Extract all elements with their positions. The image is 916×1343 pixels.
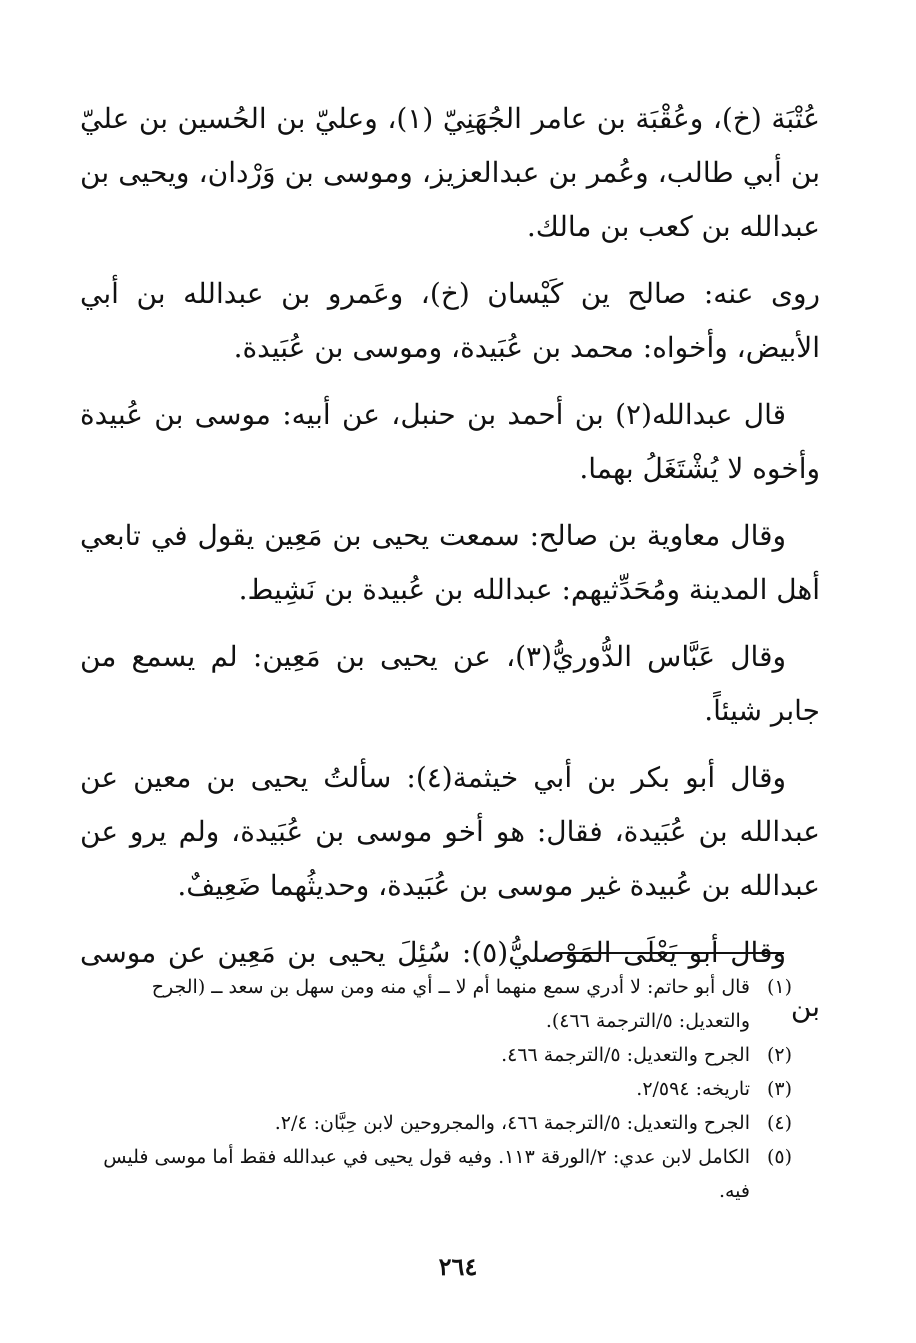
paragraph-2: روى عنه: صالح ين كَيْسان (خ)، وعَمرو بن عبدالله بن أبي الأبيض، وأخواه: محمد بن عُبَيدة، وموسى بن عُبَيدة. [80,277,820,364]
footnote-number: (٥) [766,1146,792,1168]
footnote-text: تاريخه: ٢/٥٩٤. [636,1078,750,1100]
footnote-text: الجرح والتعديل: ٥/الترجمة ٤٦٦. [501,1044,750,1066]
paragraph-4: وقال معاوية بن صالح: سمعت يحيى بن مَعِين يقول في تابعي أهل المدينة ومُحَدِّثيهم: عبدالله بن عُبيدة بن نَشِيط. [80,519,820,606]
footnote-5 [80,1140,792,1208]
paragraph-5: وقال عَبَّاس الدُّوريُّ(٣)، عن يحيى بن مَعِين: لم يسمع من جابر شيئاً. [80,640,820,727]
footnote-number: (٢) [766,1044,792,1066]
footnote-1 [80,970,792,1038]
page-number: ٢٦٤ [438,1252,478,1281]
footnote-number: (١) [766,976,792,998]
main-text [80,92,820,1047]
footnote-text: الجرح والتعديل: ٥/الترجمة ٤٦٦، والمجروحين لابن حِبَّان: ٢/٤. [274,1112,750,1134]
paragraph-3: قال عبدالله(٢) بن أحمد بن حنبل، عن أبيه: موسى بن عُبيدة وأخوه لا يُشْتَغَلُ بهما. [80,398,820,485]
footnotes [80,970,792,1208]
footnote-number: (٣) [766,1078,792,1100]
paragraph-6: وقال أبو بكر بن أبي خيثمة(٤): سألتُ يحيى بن معين عن عبدالله بن عُبَيدة، فقال: هو أخو موسى بن عُبَيدة، ولم يرو عن عبدالله بن عُبيدة غير موسى بن عُبَيدة، وحديثُهما ضَعِيفٌ. [80,761,820,902]
footnote-4 [80,1106,792,1140]
footnote-text: الكامل لابن عدي: ٢/الورقة ١١٣. وفيه قول يحيى في عبدالله فقط أما موسى فليس فيه. [103,1146,750,1202]
paragraph-1: عُتْبَة (خ)، وعُقْبَة بن عامر الجُهَنِيّ (١)، وعليّ بن الحُسين بن عليّ بن أبي طالب، وعُمر بن عبدالعزيز، وموسى بن وَرْدان، ويحيى بن عبدالله بن كعب بن مالك. [80,102,820,243]
paragraph-7: وقال أبو يَعْلَى المَوْصليُّ(٥): سُئِلَ يحيى بن مَعِين عن موسى بن [80,936,820,1023]
footnote-number: (٤) [766,1112,792,1134]
footnote-2 [80,1038,792,1072]
footnote-3 [80,1072,792,1106]
footnote-text: قال أبو حاتم: لا أدري سمع منهما أم لا ــ أي منه ومن سهل بن سعد ــ (الجرح والتعديل: ٥/الترجمة ٤٦٦). [151,976,750,1032]
footnote-separator [556,952,784,954]
